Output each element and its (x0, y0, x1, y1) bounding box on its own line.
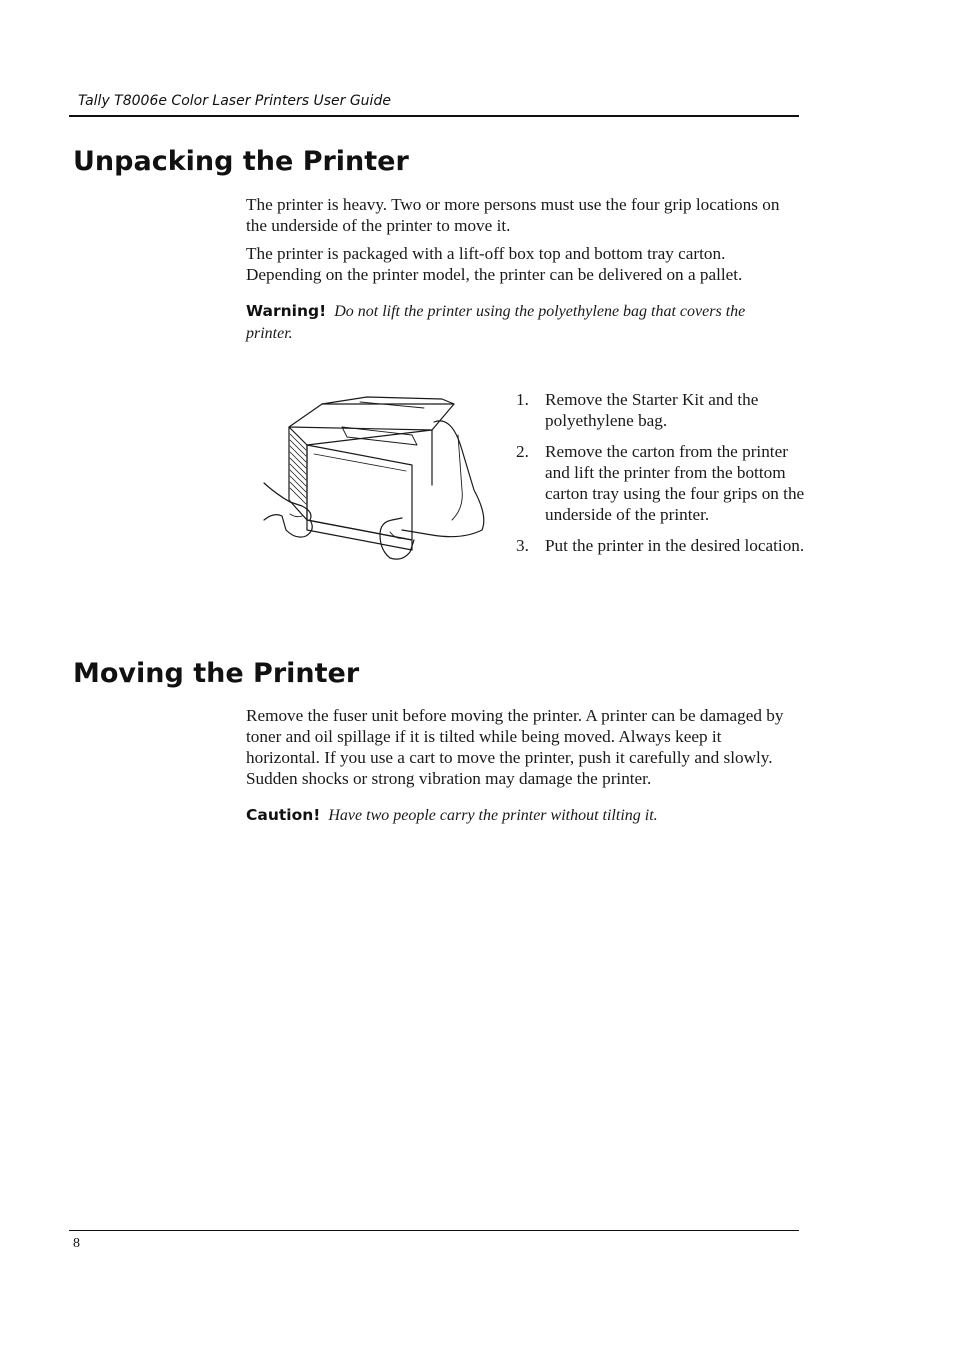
page-number: 8 (73, 1236, 80, 1251)
step-number: 1. (516, 390, 529, 409)
step-text: Remove the Starter Kit and the polyethylene bag. (545, 390, 759, 430)
unpacking-heading: Unpacking the Printer (73, 146, 409, 177)
unpacking-paragraph-2: The printer is packaged with a lift-off box top and bottom tray carton. Depending on the printer model, the printer can be delivered on a pallet. (246, 244, 743, 284)
header-rule (69, 115, 799, 117)
caution-label: Caution! (246, 806, 321, 824)
moving-paragraph: Remove the fuser unit before moving the printer. A printer can be damaged by toner and oil spillage if it is tilted while being moved. Always keep it horizontal. If you use a cart to move the printer, push it carefully and slowly. Sudden shocks or strong vibration may damage the printer. (246, 706, 784, 788)
moving-heading: Moving the Printer (73, 658, 360, 689)
list-item (516, 389, 806, 431)
caution-note (246, 804, 746, 827)
warning-label: Warning! (246, 302, 327, 320)
step-text: Put the printer in the desired location. (545, 536, 805, 555)
step-number: 2. (516, 442, 529, 461)
footer-rule (69, 1230, 799, 1231)
printer-lifting-illustration (262, 390, 492, 565)
list-item (516, 535, 806, 556)
unpacking-paragraph-1: The printer is heavy. Two or more persons must use the four grip locations on the underside of the printer to move it. (246, 195, 780, 235)
step-text: Remove the carton from the printer and lift the printer from the bottom carton tray using the four grips on the underside of the printer. (545, 442, 805, 524)
list-item (516, 441, 806, 525)
warning-note (246, 300, 746, 345)
unpacking-steps-list (516, 389, 806, 566)
running-header: Tally T8006e Color Laser Printers User Guide (78, 93, 391, 109)
warning-text: Do not lift the printer using the polyethylene bag that covers the printer. (246, 303, 746, 342)
caution-text: Have two people carry the printer without tilting it. (328, 807, 658, 824)
step-number: 3. (516, 536, 529, 555)
